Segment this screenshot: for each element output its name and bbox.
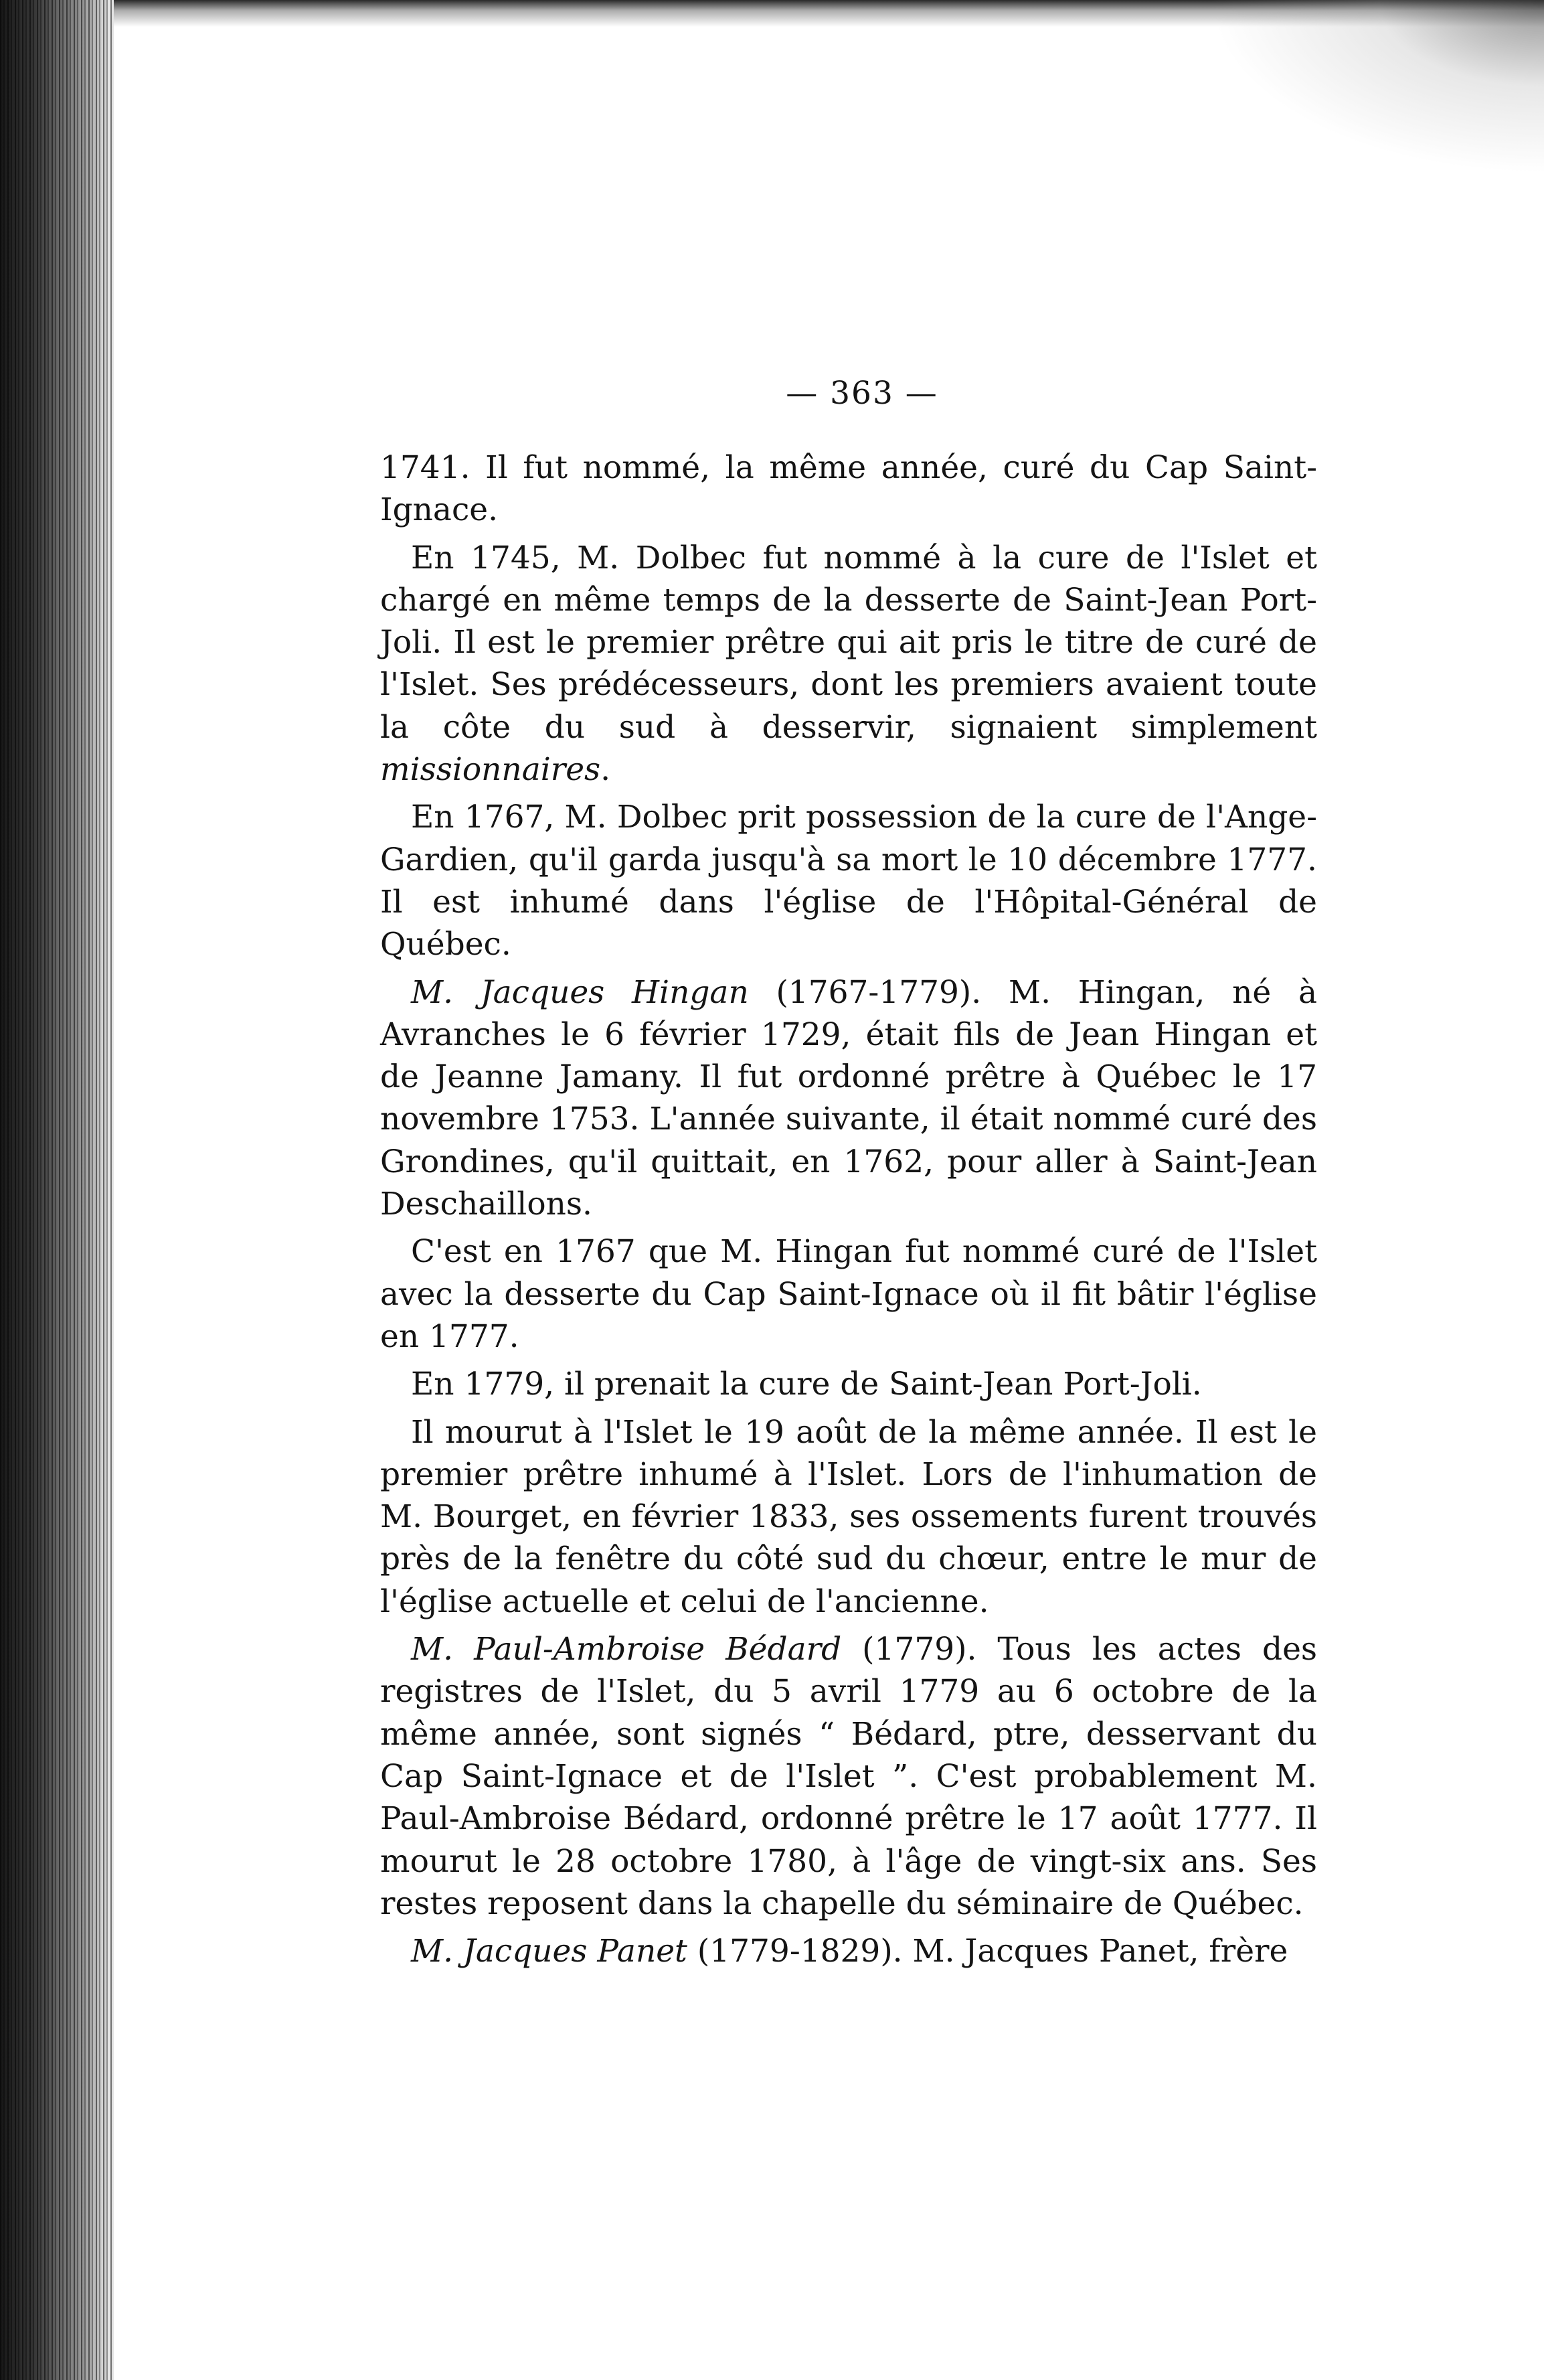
paragraph-5 [380,1231,1317,1358]
paragraph-6-text: En 1779, il prenait la cure de Saint-Jean Port-Joli. [411,1366,1202,1403]
paragraph-8-italic: M. Paul-Ambroise Bédard [411,1631,842,1668]
paragraph-3 [380,796,1317,965]
paragraph-8-text: (1779). Tous les actes des registres de l'Islet, du 5 avril 1779 au 6 octobre de la même année, sont signés “ Bédard, ptre, desservant du Cap Saint-Ignace et de l'Islet ”. C'est probablement M. Paul-Ambroise Bédard, ordonné prêtre le 17 août 1777. Il mourut le 28 octobre 1780, à l'âge de vingt-six ans. Ses restes reposent dans la chapelle du séminaire de Québec. [380,1631,1317,1922]
paragraph-7 [380,1411,1317,1623]
paragraph-2 [380,537,1317,791]
paragraph-2-after: . [600,751,611,789]
paragraph-9-italic: M. Jacques Panet [411,1933,687,1970]
paragraph-5-text: C'est en 1767 que M. Hingan fut nommé curé de l'Islet avec la desserte du Cap Saint-Ignace où il fit bâtir l'église en 1777. [380,1233,1317,1355]
paragraph-2-text: En 1745, M. Dolbec fut nommé à la cure de l'Islet et chargé en même temps de la desserte de Saint-Jean Port-Joli. Il est le premier prêtre qui ait pris le titre de curé de l'Islet. Ses prédécesseurs, dont les premiers avaient toute la côte du sud à desservir, signaient simplement [380,539,1317,746]
paragraph-9-text: (1779-1829). M. Jacques Panet, frère [687,1933,1288,1970]
paragraph-4-text: (1767-1779). M. Hingan, né à Avranches le 6 février 1729, était fils de Jean Hingan et de Jeanne Jamany. Il fut ordonné prêtre à Québec le 17 novembre 1753. L'année suivante, il était nommé curé des Grondines, qu'il quittait, en 1762, pour aller à Saint-Jean Deschaillons. [380,973,1317,1223]
paragraph-1 [380,447,1317,532]
paragraph-7-text: Il mourut à l'Islet le 19 août de la même année. Il est le premier prêtre inhumé à l'Islet. Lors de l'inhumation de M. Bourget, en février 1833, ses ossements furent trouvés près de la fenêtre du côté sud du chœur, entre le mur de l'église actuelle et celui de l'ancienne. [380,1413,1317,1620]
paragraph-6 [380,1363,1317,1405]
page-body [380,375,1317,1978]
paragraph-8 [380,1628,1317,1925]
paragraph-1-text: 1741. Il fut nommé, la même année, curé du Cap Saint-Ignace. [380,449,1317,529]
paragraph-4-italic: M. Jacques Hingan [411,973,749,1011]
paragraph-9 [380,1930,1317,1972]
paragraph-4 [380,971,1317,1226]
scan-edge-top-right [1209,0,1544,174]
scan-edge-left [0,0,114,2380]
paragraph-2-italic: missionnaires [380,751,601,789]
paragraph-3-text: En 1767, M. Dolbec prit possession de la cure de l'Ange-Gardien, qu'il garda jusqu'à sa mort le 10 décembre 1777. Il est inhumé dans l'église de l'Hôpital-Général de Québec. [380,799,1317,963]
page-number: — 363 — [786,375,938,412]
